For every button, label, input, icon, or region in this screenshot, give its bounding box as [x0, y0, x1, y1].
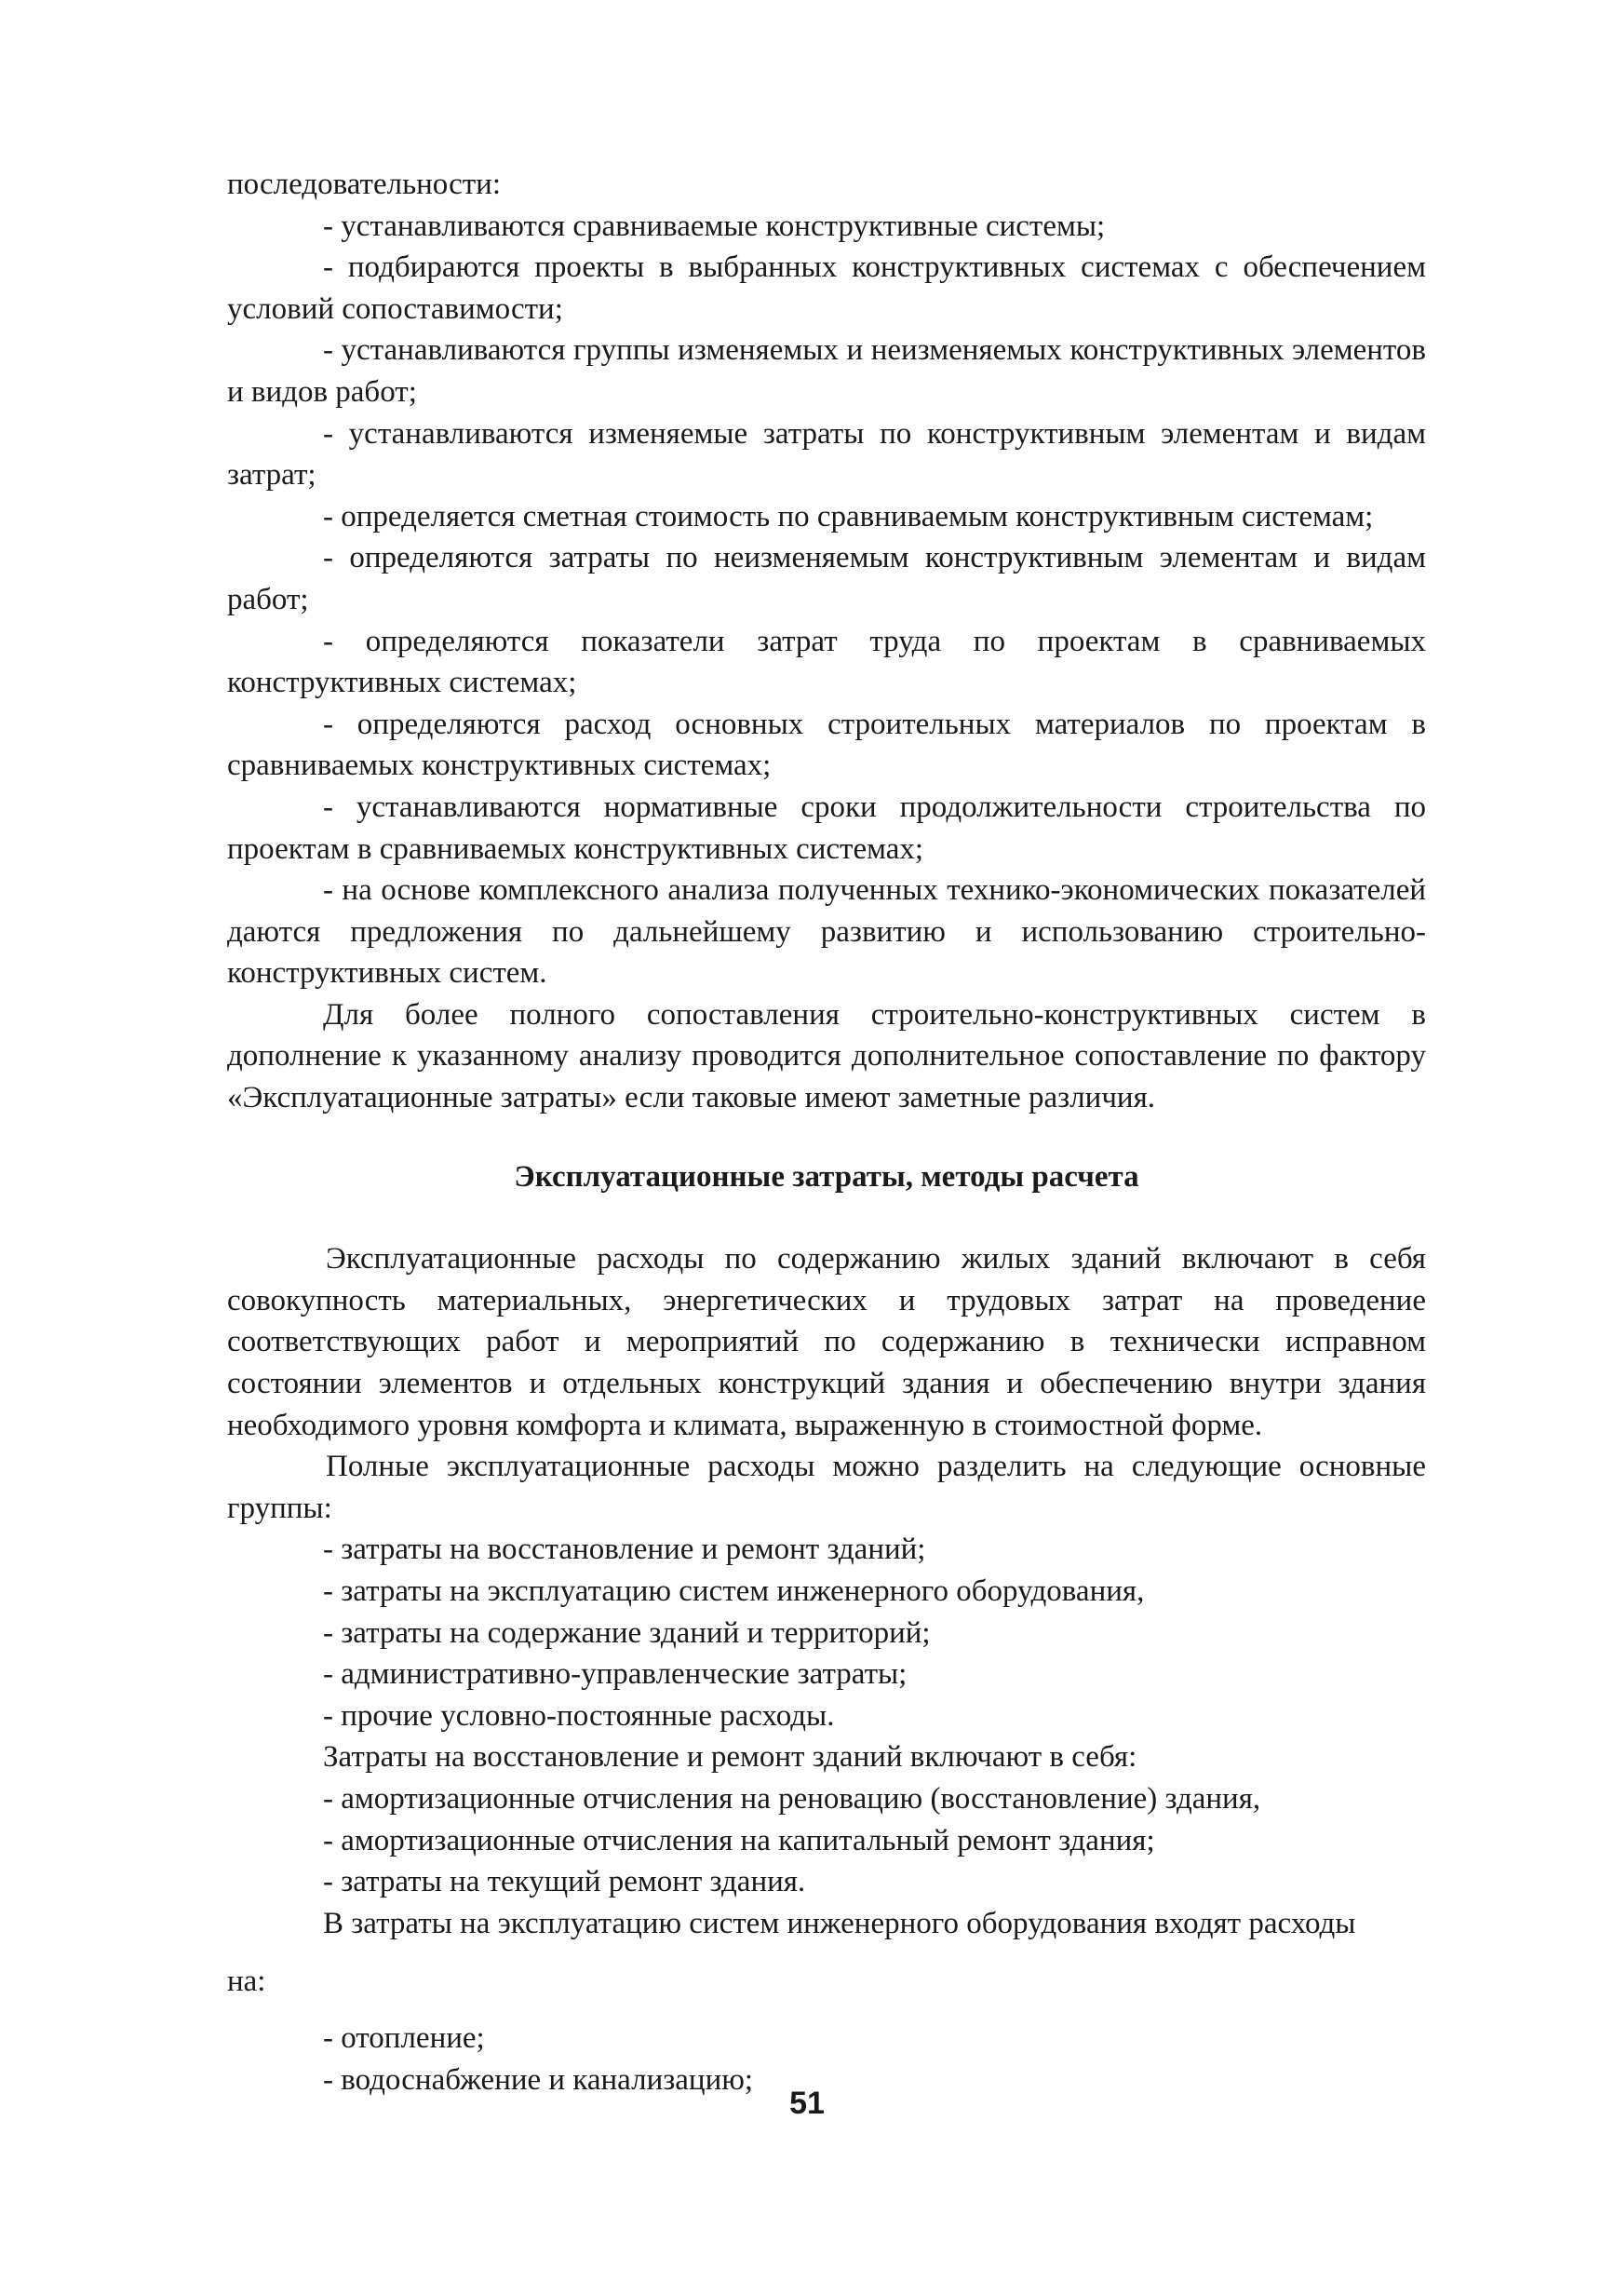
restoration-intro: Затраты на восстановление и ремонт зданий включают в себя:	[323, 1740, 1137, 1775]
page-number: 51	[789, 2086, 825, 2121]
engineering-item: - отопление;	[323, 2020, 485, 2055]
engineering-intro-tail: на:	[227, 1965, 266, 1999]
expense-group-item: - затраты на восстановление и ремонт зданий;	[323, 1533, 926, 1567]
analysis-step: - устанавливаются нормативные сроки продолжительности строительства по проектам в сравниваемых конструктивных системах;	[227, 790, 1426, 866]
analysis-step: - подбираются проекты в выбранных конструктивных системах с обеспечением условий сопоставимости;	[227, 250, 1426, 326]
document-body	[227, 164, 1426, 2100]
restoration-item: - затраты на текущий ремонт здания.	[323, 1865, 806, 1899]
analysis-step: - на основе комплексного анализа полученных технико-экономических показателей даются предложения по дальнейшему развитию и использованию строительно-конструктивных систем.	[227, 873, 1426, 991]
analysis-step: - определяются расход основных строительных материалов по проектам в сравниваемых конструктивных системах;	[227, 707, 1426, 783]
expense-group-item: - прочие условно-постоянные расходы.	[323, 1698, 835, 1733]
engineering-intro: В затраты на эксплуатацию систем инженерного оборудования входят расходы	[323, 1906, 1356, 1940]
definition-paragraph: Эксплуатационные расходы по содержанию жилых зданий включают в себя совокупность материальных, энергетических и трудовых затрат на проведение соответствующих работ и мероприятий по содержанию в технически исправном состоянии элементов и отдельных конструкций здания и обеспечению внутри здания необходимого уровня комфорта и климата, выраженную в стоимостной форме.	[227, 1242, 1426, 1442]
lead-fragment: последовательности:	[227, 168, 502, 201]
analysis-step: - определяется сметная стоимость по сравниваемым конструктивным системам;	[323, 499, 1374, 533]
analysis-step: - определяются затраты по неизменяемым конструктивным элементам и видам работ;	[227, 541, 1426, 616]
expense-group-item: - затраты на содержание зданий и территорий;	[323, 1615, 931, 1650]
expense-group-item: - затраты на эксплуатацию систем инженерного оборудования,	[323, 1574, 1145, 1608]
analysis-step: - определяются показатели затрат труда по проектам в сравниваемых конструктивных системах;	[227, 624, 1426, 700]
section-heading: Эксплуатационные затраты, методы расчета	[514, 1159, 1139, 1194]
comparison-paragraph: Для более полного сопоставления строительно-конструктивных систем в дополнение к указанному анализу проводится дополнительное сопоставление по фактору «Эксплуатационные затраты» если таковые имеют заметные различия.	[227, 997, 1426, 1115]
restoration-item: - амортизационные отчисления на капитальный ремонт здания;	[323, 1823, 1155, 1857]
analysis-step: - устанавливаются изменяемые затраты по конструктивным элементам и видам затрат;	[227, 416, 1426, 493]
analysis-step: - устанавливаются сравниваемые конструктивные системы;	[323, 209, 1106, 243]
engineering-item: - водоснабжение и канализацию;	[323, 2062, 754, 2097]
expense-group-item: - административно-управленческие затраты;	[323, 1657, 908, 1692]
restoration-item: - амортизационные отчисления на реновацию (восстановление) здания,	[323, 1781, 1261, 1816]
groups-intro: Полные эксплуатационные расходы можно разделить на следующие основные группы:	[227, 1450, 1426, 1525]
analysis-step: - устанавливаются группы изменяемых и неизменяемых конструктивных элементов и видов работ;	[227, 333, 1426, 409]
